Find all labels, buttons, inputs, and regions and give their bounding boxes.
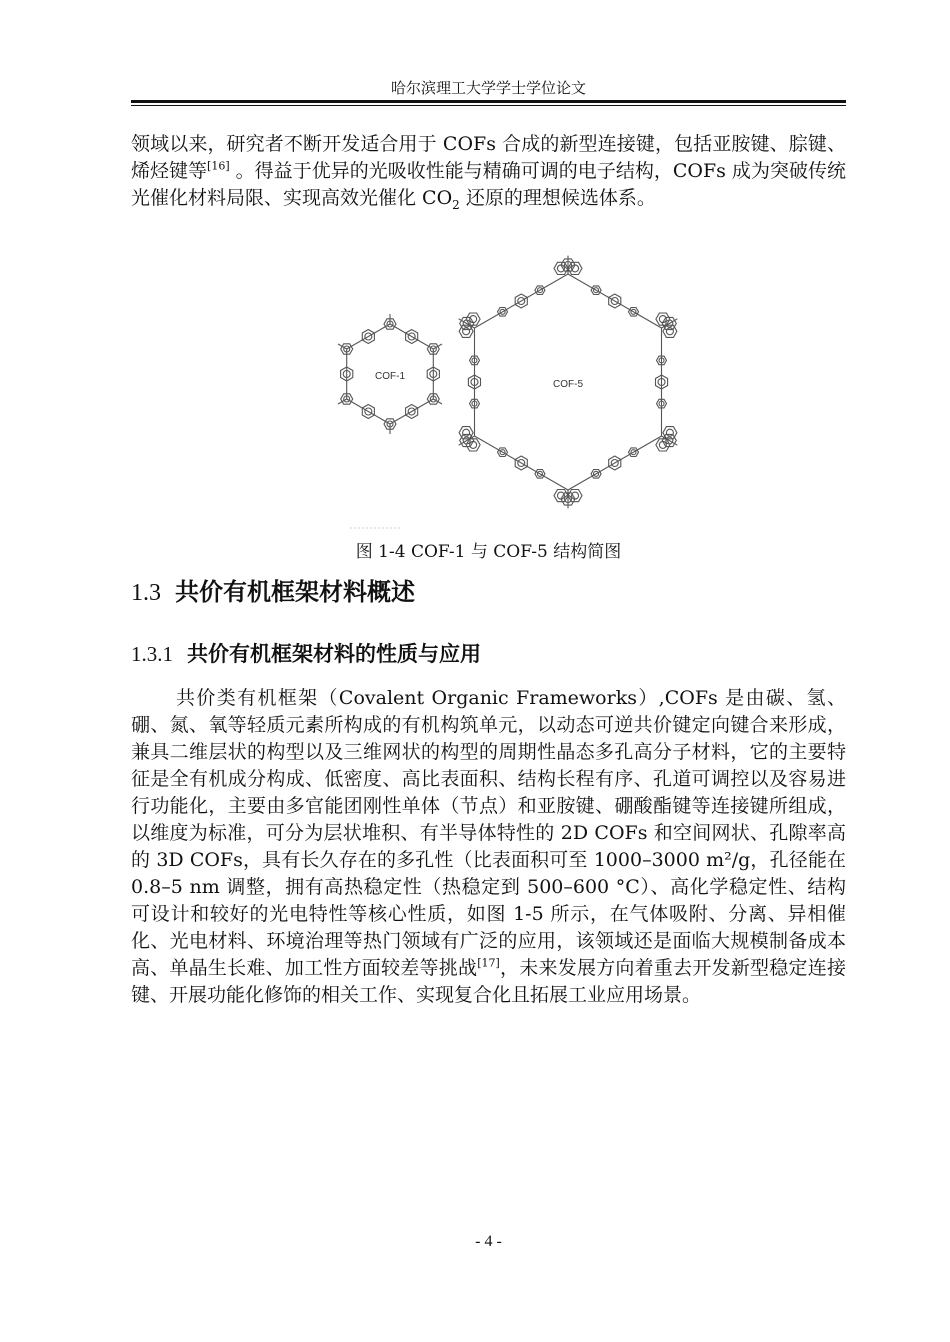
- para1-text-b: 。得益于优异的光吸收性能与精确可调的电子结构，COFs 成为突破传统光催化材料局限、实现高效光催化 CO: [131, 160, 846, 209]
- cof5-link: [568, 436, 662, 490]
- co2-subscript: 2: [452, 197, 460, 212]
- cof5-triphenylene-ring-inner: [666, 429, 673, 436]
- label-cof5: COF-5: [553, 379, 583, 390]
- cof5-link: [475, 436, 569, 490]
- cof5-triphenylene-ring-inner: [666, 328, 673, 335]
- body-paragraph-1: [131, 131, 846, 212]
- para2-text-b: ，未来发展方向着重去开发新型稳定连接键、开展功能化修饰的相关工作、实现复合化且拓展工业应用场景。: [131, 957, 846, 1006]
- cof1-link: [347, 324, 390, 349]
- cof5-link: [475, 274, 569, 328]
- figure-caption: 图 1-4 COF-1 与 COF-5 结构简图: [355, 542, 622, 562]
- section-title: 共价有机框架材料概述: [175, 578, 415, 606]
- running-header: 哈尔滨理工大学学士学位论文: [390, 79, 586, 97]
- subsection-heading: [131, 638, 481, 670]
- subsection-title: 共价有机框架材料的性质与应用: [187, 642, 481, 666]
- para1-text-a: 领域以来，研究者不断开发适合用于 COFs 合成的新型连接键，包括亚胺键、腙键、烯烃键等: [131, 133, 846, 182]
- section-number: 1.3: [131, 580, 161, 606]
- para1-text-c: 还原的理想候选体系。: [459, 187, 656, 209]
- cof5-triphenylene-ring-inner: [463, 328, 470, 335]
- cof-structure-figure: [320, 242, 696, 532]
- body-paragraph-2: [131, 685, 846, 1009]
- label-cof1: COF-1: [375, 371, 405, 382]
- cof1-link: [390, 399, 433, 424]
- header-rule-thick: [131, 100, 846, 103]
- section-heading: [131, 574, 415, 611]
- para2-text-a: 共价类有机框架（Covalent Organic Frameworks）,COFs 是由碳、氢、硼、氮、氧等轻质元素所构成的有机构筑单元，以动态可逆共价键定向键合来形成，兼具二维层状的构型以及三维网状的构型的周期性晶态多孔高分子材料，它的主要特征是全有机成分构成、低密度、高比表面积、结构长程有序、孔道可调控以及容易进行功能化，主要由多官能团刚性单体（节点）和亚胺键、硼酸酯键等连接键所组成，以维度为标准，可分为层状堆积、有半导体特性的 2D COFs 和空间网状、孔隙率高的 3D COFs，具有长久存在的多孔性（比表面积可至 1000–3000 m²/g，孔径能在 0.8–5 nm 调整，拥有高热稳定性（热稳定到 500–600 °C）、高化学稳定性、结构可设计和较好的光电特性等核心性质，如图 1-5 所示，在气体吸附、分离、异相催化、光电材料、环境治理等热门领域有广泛的应用，该领域还是面临大规模制备成本高、单晶生长难、加工性方面较差等挑战: [131, 687, 846, 979]
- page-number: - 4 -: [475, 1233, 502, 1250]
- header-rule-thin: [131, 105, 846, 106]
- cof1-link: [390, 324, 433, 349]
- cof1-link: [347, 399, 390, 424]
- subsection-number: 1.3.1: [131, 642, 173, 666]
- citation-17: [17]: [477, 956, 500, 970]
- cof5-link: [568, 274, 662, 328]
- citation-16: [16]: [207, 159, 230, 173]
- cof5-triphenylene-ring-inner: [463, 429, 470, 436]
